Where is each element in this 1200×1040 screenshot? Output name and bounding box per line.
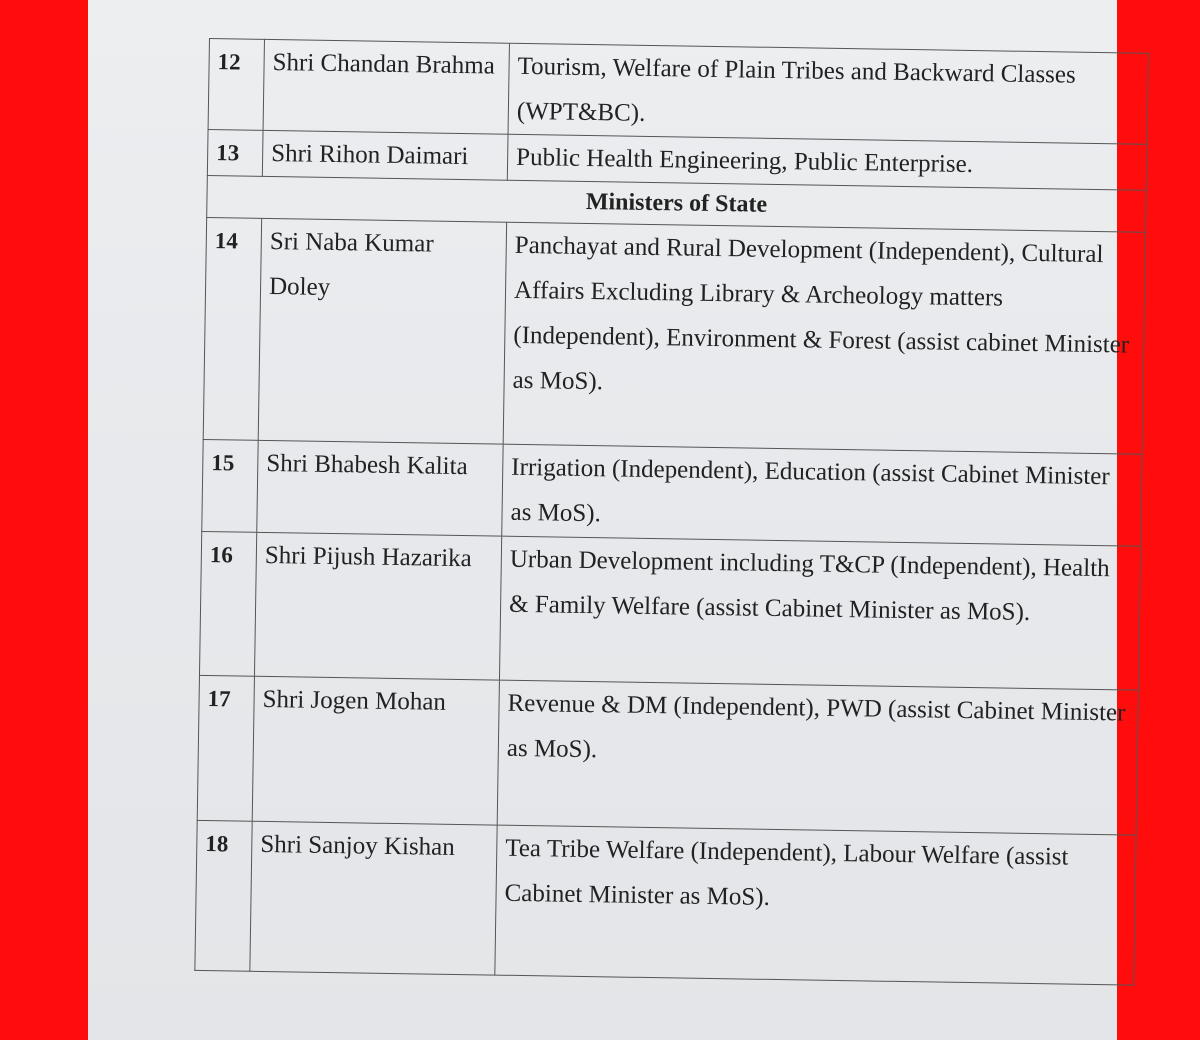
ministers-table-container (194, 38, 1149, 986)
portfolio: Irrigation (Independent), Education (assist Cabinet Minister as MoS). (502, 444, 1142, 546)
minister-name: Shri Bhabesh Kalita (257, 440, 503, 536)
row-number: 18 (195, 820, 252, 971)
document-page (88, 0, 1130, 1040)
row-number: 15 (202, 439, 258, 532)
table-row (197, 675, 1138, 835)
portfolio: Revenue & DM (Independent), PWD (assist Cabinet Minister as MoS). (497, 680, 1138, 835)
table-row (195, 820, 1136, 985)
row-number: 12 (208, 39, 264, 131)
minister-name: Shri Jogen Mohan (252, 676, 499, 825)
table-row (202, 439, 1142, 546)
portfolio: Tourism, Welfare of Plain Tribes and Backward Classes (WPT&BC). (508, 43, 1148, 144)
portfolio: Public Health Engineering, Public Enterprise. (507, 134, 1147, 190)
portfolio: Urban Development including T&CP (Independent), Health & Family Welfare (assist Cabinet Minister as MoS). (499, 536, 1140, 690)
portfolio: Tea Tribe Welfare (Independent), Labour Welfare (assist Cabinet Minister as MoS). (495, 825, 1136, 985)
row-number: 13 (207, 129, 263, 176)
table-row (199, 531, 1140, 690)
portfolio: Panchayat and Rural Development (Independent), Cultural Affairs Excluding Library & Archeology matters (Independent), Environment & Forest (assist cabinet Minister as MoS). (503, 222, 1145, 454)
minister-name: Shri Chandan Brahma (263, 39, 509, 134)
minister-name: Shri Sanjoy Kishan (250, 821, 497, 975)
minister-name: Sri Naba Kumar Doley (258, 218, 506, 444)
row-number: 14 (203, 217, 261, 440)
row-number: 17 (197, 675, 254, 821)
row-number: 16 (199, 531, 256, 676)
ministers-table (194, 38, 1149, 986)
table-row (203, 217, 1145, 454)
table-row (208, 39, 1148, 145)
minister-name: Shri Pijush Hazarika (254, 532, 501, 680)
section-heading: Ministers of State (207, 175, 1147, 232)
minister-name: Shri Rihon Daimari (262, 130, 508, 180)
